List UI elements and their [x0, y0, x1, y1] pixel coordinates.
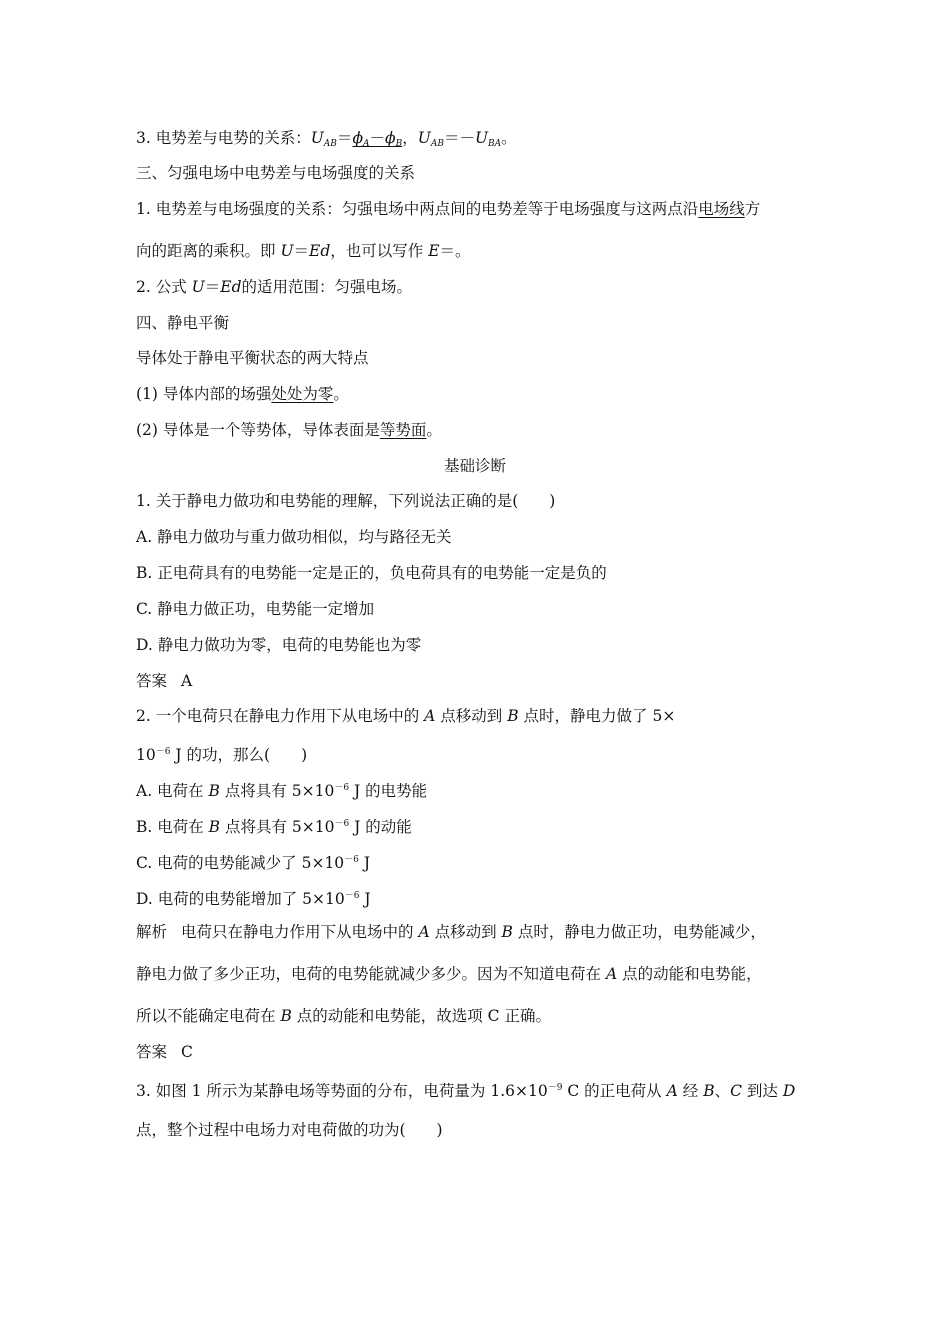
- question-1-option-a: A. 静电力做功与重力做功相似，均与路径无关: [136, 528, 452, 546]
- question-2-option-a: A. 电荷在 B 点将具有 $5\times 10^{-6}$ J 的电势能: [136, 782, 428, 800]
- equilibrium-intro: 导体处于静电平衡状态的两大特点: [136, 349, 369, 367]
- feature-1: (1) 导体内部的场强处处为零。: [136, 385, 349, 403]
- equipotential-surface-blank: 等势面: [379, 421, 427, 439]
- section-three-heading: 三、匀强电场中电势差与电场强度的关系: [136, 164, 416, 182]
- section-four-heading: 四、静电平衡: [136, 314, 230, 332]
- relation-e-line-2: 向的距离的乘积。即 U＝Ed，也可以写作 E＝。: [136, 242, 471, 260]
- question-1-option-c: C. 静电力做正功，电势能一定增加: [136, 600, 375, 618]
- formula-scope-line: 2. 公式 U＝Ed的适用范围：匀强电场。: [136, 278, 413, 296]
- field-line-blank: 电场线: [698, 200, 745, 218]
- question-3: 3. 如图 1 所示为某静电场等势面的分布，电荷量为 $1.6\times 10^{-9}$ C 的正电荷从 A 经 B、C 到达 D: [136, 1082, 796, 1100]
- question-1-option-b: B. 正电荷具有的电势能一定是正的，负电荷具有的电势能一定是负的: [136, 564, 607, 582]
- question-3-continued: 点，整个过程中电场力对电荷做的功为( ): [136, 1121, 443, 1139]
- question-2-continued: $10^{-6}$ J 的功，那么( ): [136, 746, 308, 764]
- answer-1: 答案 A: [136, 672, 193, 690]
- question-1-option-d: D. 静电力做功为零，电荷的电势能也为零: [136, 636, 422, 654]
- question-2-option-d: D. 电荷的电势能增加了 $5\times 10^{-6}$ J: [136, 890, 371, 908]
- analysis-line-3: 所以不能确定电荷在 B 点的动能和电势能，故选项 C 正确。: [136, 1007, 551, 1025]
- analysis-line-2: 静电力做了多少正功，电荷的电势能就减少多少。因为不知道电荷在 A 点的动能和电势能，: [136, 965, 762, 983]
- question-1: 1. 关于静电力做功和电势能的理解，下列说法正确的是( ): [136, 492, 556, 510]
- question-2: 2. 一个电荷只在静电力作用下从电场中的 A 点移动到 B 点时，静电力做了 5×: [136, 707, 676, 725]
- basic-diagnosis-heading: 基础诊断: [443, 457, 506, 475]
- analysis-line-1: 解析 电荷只在静电力作用下从电场中的 A 点移动到 B 点时，静电力做正功，电势能减少，: [136, 923, 766, 941]
- question-2-option-b: B. 电荷在 B 点将具有 $5\times 10^{-6}$ J 的动能: [136, 818, 412, 836]
- question-2-option-c: C. 电荷的电势能减少了 $5\times 10^{-6}$ J: [136, 854, 371, 872]
- zero-everywhere-blank: 处处为零: [271, 385, 334, 403]
- answer-2: 答案 C: [136, 1043, 193, 1061]
- relation-line: 3. 电势差与电势的关系：$U_{AB}=\phi_A-\phi_B$，$U_{AB}=-U_{BA}$。: [136, 129, 517, 149]
- relation-e-line-1: 1. 电势差与电场强度的关系：匀强电场中两点间的电势差等于电场强度与这两点沿电场线方: [136, 200, 761, 218]
- potential-difference-blank: $\phi_A-\phi_B$: [352, 129, 403, 149]
- feature-2: (2) 导体是一个等势体，导体表面是等势面。: [136, 421, 442, 439]
